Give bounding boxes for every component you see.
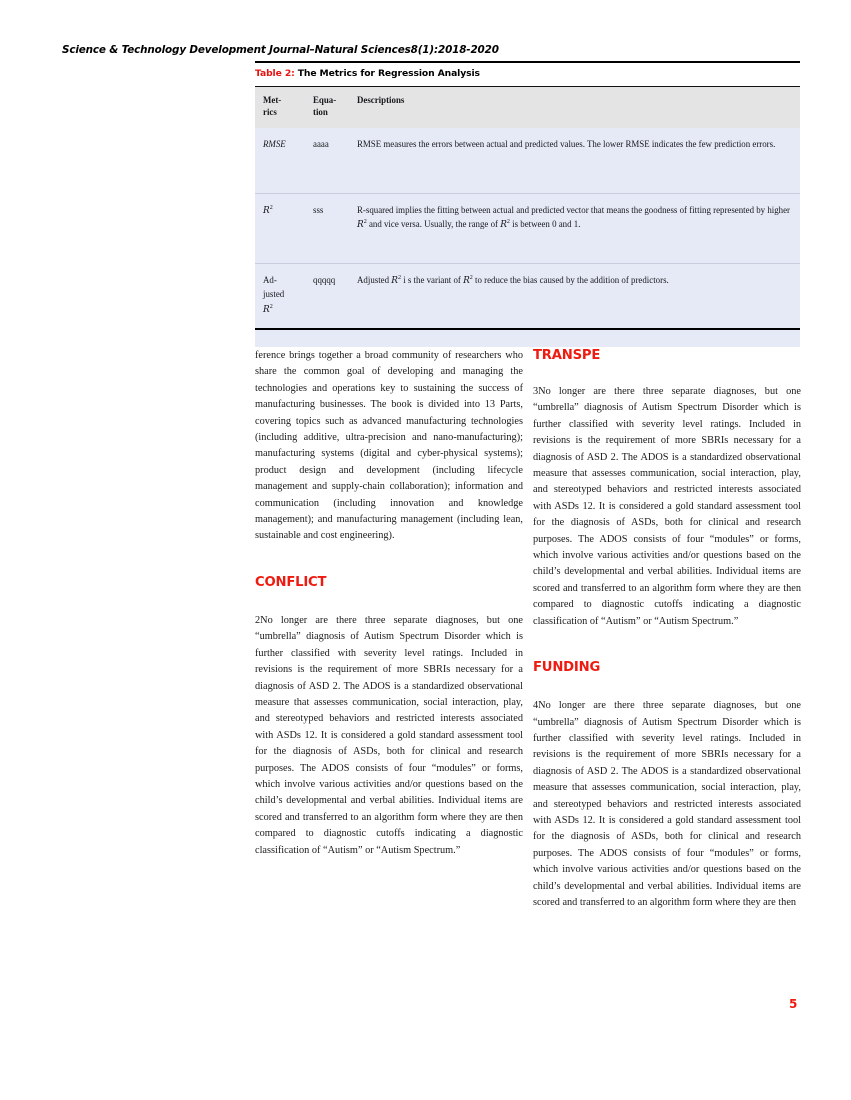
cell-description bbox=[351, 263, 800, 347]
description-part2: and vice versa. Usually, the range of bbox=[366, 219, 501, 230]
table-header-row bbox=[255, 87, 800, 128]
inline-r-symbol-2: R bbox=[500, 220, 507, 231]
table-row bbox=[255, 193, 800, 263]
left-column bbox=[255, 348, 523, 859]
metric-name-r-exponent: 2 bbox=[269, 204, 273, 211]
column-header-descriptions: Descriptions bbox=[351, 87, 800, 128]
description-part1: Adjusted bbox=[357, 274, 392, 285]
right-paragraph-2: 4No longer are there three separate diagnoses, but one “umbrella” diagnosis of Autism Spectrum Disorder which is further classified with severity level ratings. Included in revisions is the requirement of more SBRIs necessary for a diagnosis of ASD 2. The ADOS is a standardized observational measure that assesses communication, social interaction, play, and stereotyped behaviors and restricted interests associated with ASDs 12. It is considered a gold standard assessment tool for the diagnosis of ASDs, both for clinical and research purposes. The ADOS consists of four “modules” or forms, which involve various activities and/or questions based on the child’s developmental and verbal abilities. Individual items are scored and transferred to an algorithm form where they are then bbox=[533, 700, 801, 908]
header-rule bbox=[255, 61, 800, 63]
spacer bbox=[255, 591, 523, 613]
cell-equation: aaaa bbox=[307, 128, 351, 194]
right-column bbox=[533, 348, 801, 911]
cell-metric bbox=[255, 128, 307, 194]
section-heading-conflict: CONFLICT bbox=[255, 574, 327, 590]
table-block bbox=[255, 67, 800, 347]
spacer bbox=[533, 676, 801, 698]
column-header-equation-line2: tion bbox=[313, 107, 328, 118]
table-header bbox=[255, 87, 800, 128]
inline-r-symbol-2: R bbox=[463, 275, 470, 286]
left-paragraph-1: ference brings together a broad community of researchers who share the common goal of developing and managing the technologies and operations key to sustaining the success of manufacturing businesses. The book is divided into 13 Parts, covering topics such as advanced manufacturing technologies (including additive, ultra-precision and nano-manufacturing); manufacturing systems (digital and cyber-physical systems); product design and development (including lifecycle management and supply-chain collaboration); information and communication (including innovation and knowledge management); and manufacturing management (including lean, sustainable and cost engineering). bbox=[255, 350, 523, 542]
cell-equation: qqqqq bbox=[307, 263, 351, 347]
column-header-equation-line1: Equa- bbox=[313, 95, 337, 105]
section-heading-funding: FUNDING bbox=[533, 660, 601, 676]
right-paragraph-1: 3No longer are there three separate diagnoses, but one “umbrella” diagnosis of Autism Spectrum Disorder which is further classified with severity level ratings. Included in revisions is the requirement of more SBRIs necessary for a diagnosis of ASD 2. The ADOS is a standardized observational measure that assesses communication, social interaction, play, and stereotyped behaviors and restricted interests associated with ASDs 12. It is considered a gold standard assessment tool for the diagnosis of ASDs, both for clinical and research purposes. The ADOS consists of four “modules” or forms, which involve various activities and/or questions based on the child’s developmental and verbal abilities. Individual items are scored and transferred to an algorithm form where they are then compared to diagnostic cutoffs indicating a diagnostic classification of “Autism” or “Autism Spectrum.” bbox=[533, 386, 801, 627]
cell-metric bbox=[255, 193, 307, 263]
inline-r-exponent: 2 bbox=[363, 219, 367, 226]
table-caption-number: Table 2: bbox=[255, 68, 295, 79]
spacer bbox=[533, 630, 801, 660]
spacer bbox=[533, 364, 801, 384]
cell-equation: sss bbox=[307, 193, 351, 263]
description-part3: to reduce the bias caused by the addition of predictors. bbox=[472, 274, 669, 285]
column-header-metrics-line2: rics bbox=[263, 107, 277, 118]
cell-description bbox=[351, 193, 800, 263]
metric-name-r-symbol: R bbox=[263, 205, 270, 216]
table-row bbox=[255, 128, 800, 194]
inline-r-symbol: R bbox=[357, 220, 364, 231]
column-header-metrics bbox=[255, 87, 307, 128]
metric-name-r-exponent: 2 bbox=[269, 304, 273, 311]
inline-r-exponent-2: 2 bbox=[506, 219, 510, 226]
inline-r-exponent-2: 2 bbox=[469, 274, 473, 281]
inline-r-symbol: R bbox=[391, 275, 398, 286]
description-part2: i s the variant of bbox=[400, 274, 464, 285]
table-row bbox=[255, 263, 800, 347]
description-part1: R-squared implies the fitting between actual and predicted vector that means the goodness of fitting represented by higher bbox=[357, 204, 791, 215]
metrics-table bbox=[255, 87, 800, 347]
description-part3: is between 0 and 1. bbox=[509, 219, 581, 230]
column-header-metrics-line1: Met- bbox=[263, 95, 282, 105]
running-head: Science & Technology Development Journal–Natural Sciences8(1):2018-2020 bbox=[62, 44, 499, 56]
left-paragraph-2: 2No longer are there three separate diagnoses, but one “umbrella” diagnosis of Autism Spectrum Disorder which is further classified with severity level ratings. Included in revisions is the requirement of more SBRIs necessary for a diagnosis of ASD 2. The ADOS is a standardized observational measure that assesses communication, social interaction, play, and stereotyped behaviors and restricted interests associated with ASDs 12. It is considered a gold standard assessment tool for the diagnosis of ASDs, both for clinical and research purposes. The ADOS consists of four “modules” or forms, which involve various activities and/or questions based on the child’s developmental and verbal abilities. Individual items are scored and transferred to an algorithm form where they are then compared to diagnostic cutoffs indicating a diagnostic classification of “Autism” or “Autism Spectrum.” bbox=[255, 614, 523, 856]
metric-name-line2: justed bbox=[263, 289, 285, 300]
metric-name: RMSE bbox=[263, 138, 286, 149]
table-bottom-rule bbox=[255, 328, 800, 330]
table-caption bbox=[255, 67, 800, 81]
page-number: 5 bbox=[789, 997, 798, 1011]
cell-metric bbox=[255, 263, 307, 347]
inline-r-exponent: 2 bbox=[397, 274, 401, 281]
metric-name-r-symbol: R bbox=[263, 305, 270, 315]
metric-name-line1: Ad- bbox=[263, 274, 277, 285]
section-heading-transpe: TRANSPE bbox=[533, 348, 601, 363]
spacer bbox=[255, 545, 523, 575]
column-header-equation bbox=[307, 87, 351, 128]
cell-description: RMSE measures the errors between actual and predicted values. The lower RMSE indicates the few prediction errors. bbox=[351, 128, 800, 194]
table-top-rule bbox=[255, 86, 800, 87]
table-body bbox=[255, 128, 800, 347]
table-caption-title: The Metrics for Regression Analysis bbox=[297, 68, 480, 79]
